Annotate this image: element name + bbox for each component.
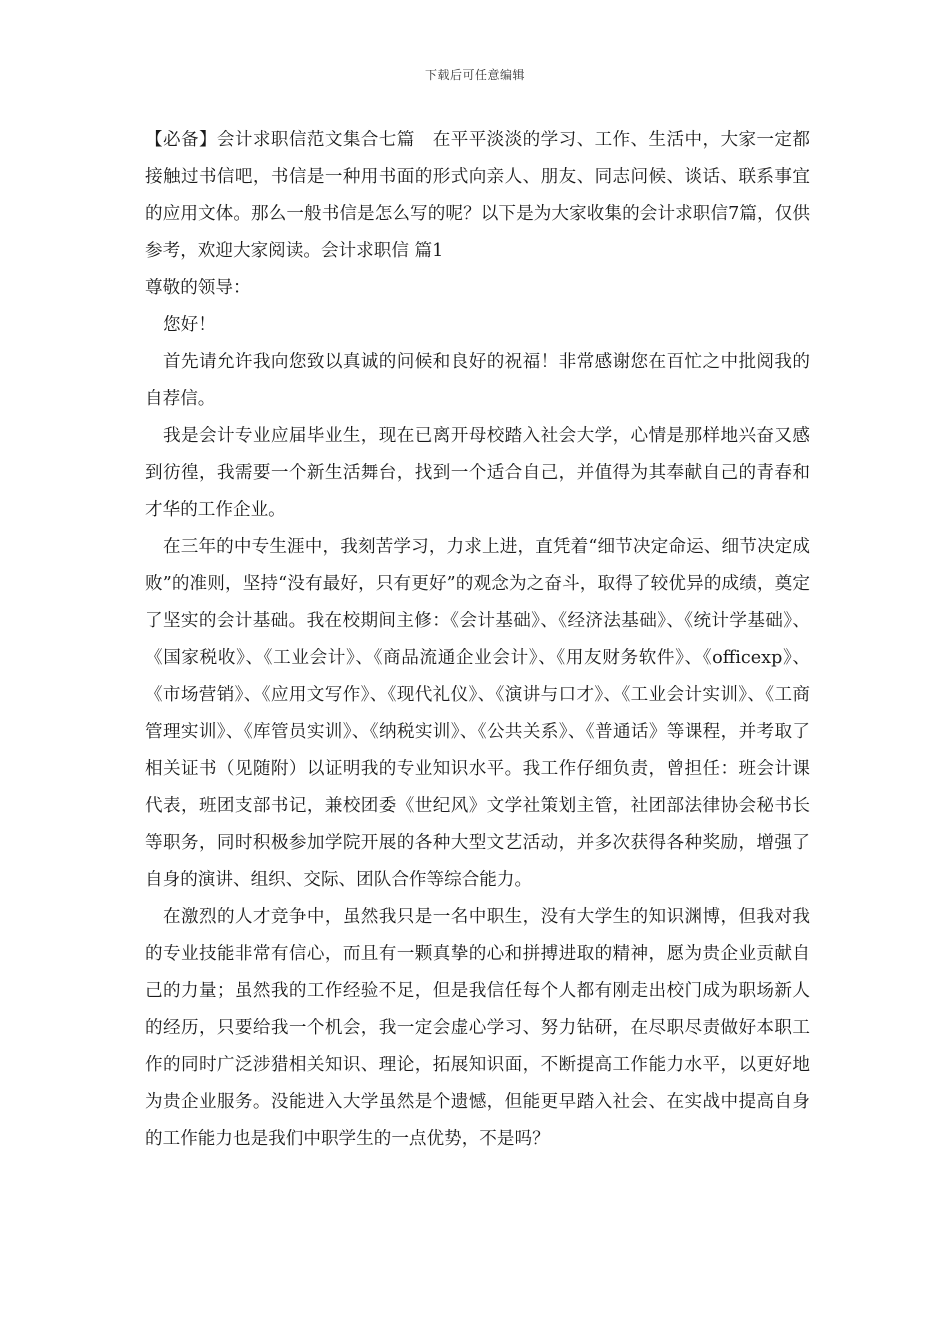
paragraph-education: 在三年的中专生涯中，我刻苦学习，力求上进，直凭着“细节决定命运、细节决定成败”的准则，坚持“没有最好，只有更好”的观念为之奋斗，取得了较优异的成绩，奠定了坚实的会计基础。我在校期间主修：《会计基础》、《经济法基础》、《统计学基础》、《国家税收》、《工业会计》、《商品流通企业会计》、《用友财务软件》、《officexp》、《市场营销》、《应用文写作》、《现代礼仪》、《演讲与口才》、《工业会计实训》、《工商管理实训》、《库管员实训》、《纳税实训》、《公共关系》、《普通话》等课程，并考取了相关证书（见随附）以证明我的专业知识水平。我工作仔细负责，曾担任：班会计课代表，班团支部书记，兼校团委《世纪风》文学社策划主管，社团部法律协会秘书长等职务，同时积极参加学院开展的各种大型文艺活动，并多次获得各种奖励，增强了自身的演讲、组织、交际、团队合作等综合能力。 — [145, 537, 810, 890]
intro-paragraph: 【必备】会计求职信范文集合七篇 在平平淡淡的学习、工作、生活中，大家一定都接触过书信吧，书信是一种用书面的形式向亲人、朋友、同志问候、谈话、联系事宜的应用文体。那么一般书信是怎么写的呢？以下是为大家收集的会计求职信7篇，仅供参考，欢迎大家阅读。会计求职信 篇1 — [145, 130, 810, 261]
greeting: 您好！ — [163, 315, 216, 335]
paragraph-opening: 首先请允许我向您致以真诚的问候和良好的祝福！非常感谢您在百忙之中批阅我的自荐信。 — [145, 352, 810, 409]
salutation: 尊敬的领导： — [145, 278, 251, 298]
header-note: 下载后可任意编辑 — [424, 68, 525, 82]
paragraph-competition: 在激烈的人才竞争中，虽然我只是一名中职生，没有大学生的知识渊博，但我对我的专业技能非常有信心，而且有一颗真挚的心和拼搏进取的精神，愿为贵企业贡献自己的力量；虽然我的工作经验不足，但是我信任每个人都有刚走出校门成为职场新人的经历，只要给我一个机会，我一定会虚心学习、努力钻研，在尽职尽责做好本职工作的同时广泛涉猎相关知识、理论，拓展知识面，不断提高工作能力水平，以更好地为贵企业服务。没能进入大学虽然是个遗憾，但能更早踏入社会、在实战中提高自身的工作能力也是我们中职学生的一点优势，不是吗？ — [145, 907, 810, 1149]
paragraph-self-intro: 我是会计专业应届毕业生，现在已离开母校踏入社会大学，心情是那样地兴奋又感到彷徨，我需要一个新生活舞台，找到一个适合自己，并值得为其奉献自己的青春和才华的工作企业。 — [145, 426, 810, 520]
letter-body — [145, 122, 810, 1158]
